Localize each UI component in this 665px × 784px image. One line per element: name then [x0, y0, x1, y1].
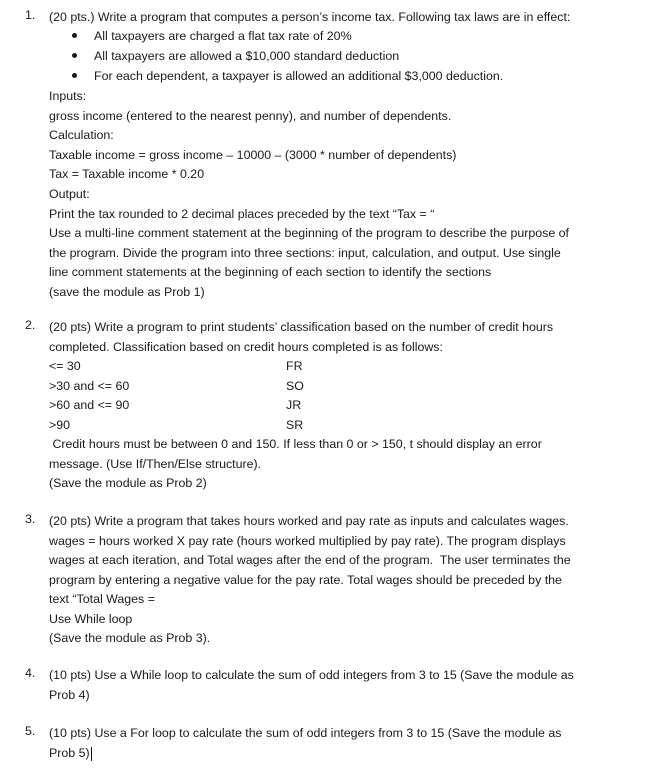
save-instruction: (Save the module as Prob 3). — [49, 631, 211, 645]
bullet-dot-icon — [72, 73, 77, 78]
problem-number: 5. — [25, 724, 36, 738]
problem-text-line: Prob 5) — [49, 746, 90, 760]
classification-code: JR — [286, 398, 302, 412]
classification-range: <= 30 — [49, 359, 81, 373]
problem-text-line: completed. Classification based on credit hours completed is as follows: — [49, 340, 443, 354]
problem-text-line: gross income (entered to the nearest penny), and number of dependents. — [49, 109, 452, 123]
classification-code: SO — [286, 379, 304, 393]
classification-range: >30 and <= 60 — [49, 379, 130, 393]
classification-code: FR — [286, 359, 303, 373]
problem-number: 2. — [25, 318, 36, 332]
problem-text-line: message. (Use If/Then/Else structure). — [49, 457, 262, 471]
problem-text-line: Use a multi-line comment statement at the beginning of the program to describe the purpose of — [49, 226, 570, 240]
problem-text-line: wages at each iteration, and Total wages after the end of the program. The user terminates the — [49, 553, 571, 567]
problem-number: 4. — [25, 666, 36, 680]
problem-text-line: Taxable income = gross income – 10000 – (3000 * number of dependents) — [49, 148, 457, 162]
text-cursor — [91, 747, 92, 761]
classification-range: >90 — [49, 418, 71, 432]
problem-text-line: (10 pts) Use a For loop to calculate the sum of odd integers from 3 to 15 (Save the module as — [49, 726, 562, 740]
problem-text-line: Use While loop — [49, 612, 133, 626]
problem-text-line: (20 pts) Write a program to print students’ classification based on the number of credit hours — [49, 320, 554, 334]
problem-text-line: (10 pts) Use a While loop to calculate the sum of odd integers from 3 to 15 (Save the module as — [49, 668, 574, 682]
problem-number: 1. — [25, 8, 36, 22]
problem-text-line: (20 pts.) Write a program that computes a person’s income tax. Following tax laws are in effect: — [49, 10, 571, 24]
classification-code: SR — [286, 418, 304, 432]
problem-text-line: Prob 4) — [49, 688, 90, 702]
save-instruction: (save the module as Prob 1) — [49, 285, 205, 299]
bullet-dot-icon — [72, 33, 77, 38]
problem-text-line: Credit hours must be between 0 and 150. If less than 0 or > 150, t should display an error — [49, 437, 542, 451]
section-label: Output: — [49, 187, 90, 201]
bullet-dot-icon — [72, 53, 77, 58]
problem-text-line: Tax = Taxable income * 0.20 — [49, 167, 205, 181]
problem-text-line: Print the tax rounded to 2 decimal places preceded by the text “Tax = “ — [49, 207, 435, 221]
section-label: Inputs: — [49, 89, 87, 103]
bullet-item: For each dependent, a taxpayer is allowed an additional $3,000 deduction. — [72, 67, 503, 85]
problem-text-line: program by entering a negative value for the pay rate. Total wages should be preceded by the — [49, 573, 562, 587]
bullet-item: All taxpayers are allowed a $10,000 standard deduction — [72, 47, 399, 65]
problem-text-line: the program. Divide the program into three sections: input, calculation, and output. Use single — [49, 246, 561, 260]
section-label: Calculation: — [49, 128, 114, 142]
classification-range: >60 and <= 90 — [49, 398, 130, 412]
problem-text-line: wages = hours worked X pay rate (hours worked multiplied by pay rate). The program displays — [49, 534, 566, 548]
problem-text-line: text “Total Wages = — [49, 592, 155, 606]
bullet-item: All taxpayers are charged a flat tax rate of 20% — [72, 27, 352, 45]
save-instruction: (Save the module as Prob 2) — [49, 476, 207, 490]
problem-number: 3. — [25, 512, 36, 526]
problem-text-line: line comment statements at the beginning of each section to identify the sections — [49, 265, 492, 279]
problem-text-line: (20 pts) Write a program that takes hours worked and pay rate as inputs and calculates wages. — [49, 514, 569, 528]
